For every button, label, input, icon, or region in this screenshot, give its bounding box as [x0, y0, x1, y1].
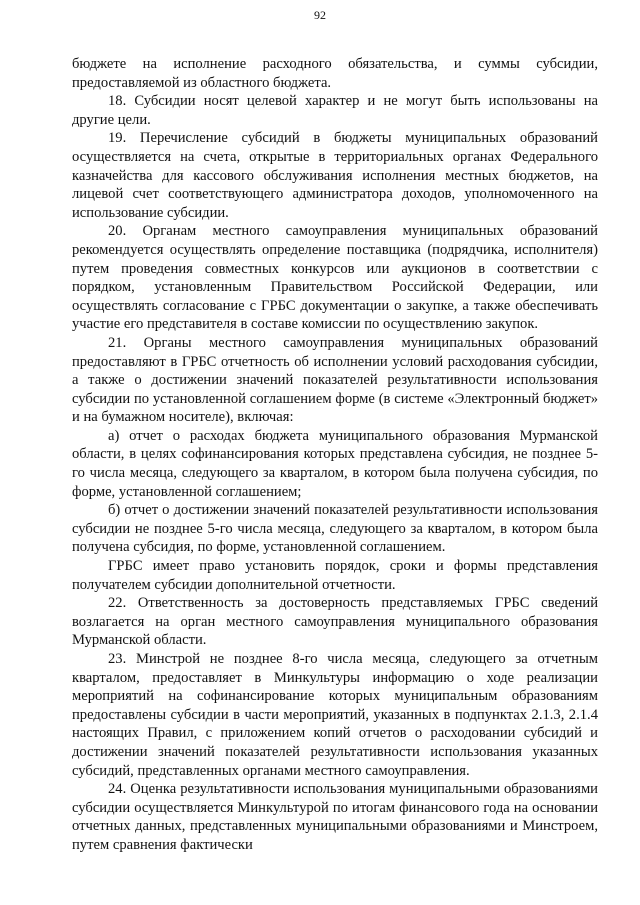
document-body	[72, 55, 598, 855]
paragraph-21-b: б) отчет о достижении значений показателей результативности использования субсидии не позднее 5-го числа месяца, следующего за кварталом, в котором была получена субсидия, по форме, установленной соглашением.	[72, 502, 598, 556]
paragraph-22: 22. Ответственность за достоверность представляемых ГРБС сведений возлагается на орган местного самоуправления муниципального образования Мурманской области.	[72, 595, 598, 649]
paragraph-continuation: бюджете на исполнение расходного обязательства, и суммы субсидии, предоставляемой из областного бюджета.	[72, 56, 598, 91]
paragraph-20: 20. Органам местного самоуправления муниципальных образований рекомендуется осуществлять определение поставщика (подрядчика, исполнителя) путем проведения совместных конкурсов или аукционов в соответствии с порядком, установленным Правительством Российской Федерации, или осуществлять согласование с ГРБС документации о закупке, а также обеспечивать участие его представителя в составе комиссии по осуществлению закупок.	[72, 223, 598, 333]
paragraph-grbs-right: ГРБС имеет право установить порядок, сроки и формы представления получателем субсидии дополнительной отчетности.	[72, 558, 598, 593]
paragraph-21: 21. Органы местного самоуправления муниципальных образований предоставляют в ГРБС отчетность об исполнении условий расходования субсидии, а также о достижении значений показателей результативности использования субсидии по установленной соглашением форме (в системе «Электронный бюджет» и на бумажном носителе), включая:	[72, 334, 598, 426]
paragraph-21-a: а) отчет о расходах бюджета муниципального образования Мурманской области, в целях софинансирования которых представлена субсидия, не позднее 5-го числа месяца, следующего за кварталом, в котором была получена субсидия, по форме, установленной соглашением;	[72, 427, 598, 500]
paragraph-19: 19. Перечисление субсидий в бюджеты муниципальных образований осуществляется на счета, открытые в территориальных органах Федерального казначейства для кассового обслуживания исполнения местных бюджетов, на лицевой счет соответствующего администратора доходов, уполномоченного на использование субсидии.	[72, 130, 598, 221]
paragraph-23: 23. Минстрой не позднее 8-го числа месяца, следующего за отчетным кварталом, предоставляет в Минкультуры информацию о ходе реализации мероприятий на софинансирование которых муниципальным образованиям предоставлены субсидии в части мероприятий, указанных в подпунктах 2.1.3, 2.1.4 настоящих Правил, с приложением копий отчетов о расходовании субсидий и достижении значений показателей результативности использования указанных субсидий, представленных органами местного самоуправления.	[72, 651, 598, 779]
page-number: 92	[314, 8, 326, 22]
paragraph-24: 24. Оценка результативности использования муниципальными образованиями субсидии осуществляется Минкультурой по итогам финансового года на основании отчетных данных, представленных муниципальными образованиями и Минстроем, путем сравнения фактически	[72, 781, 598, 853]
paragraph-18: 18. Субсидии носят целевой характер и не могут быть использованы на другие цели.	[72, 93, 598, 128]
